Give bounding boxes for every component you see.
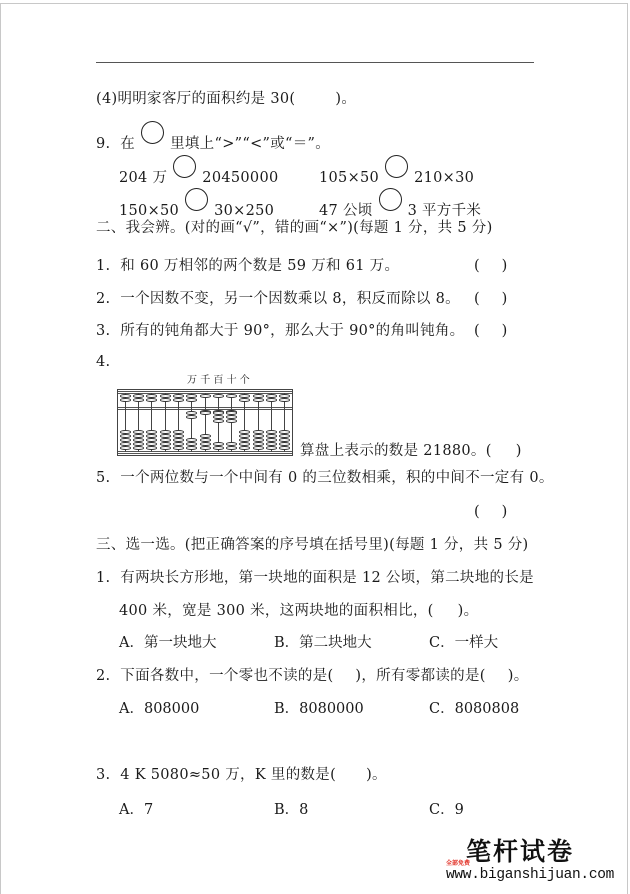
paren-close: ) [501,323,508,339]
pair-left: 150×50 [119,203,180,219]
abacus-bead [253,446,264,450]
tf-item-4-number: 4. [96,354,111,370]
abacus-bead [226,419,237,423]
section3-title: 三、选一选。(把正确答案的序号填在括号里)(每题 1 分，共 5 分) [96,537,529,553]
abacus-bead [213,446,224,450]
paren-close: )。 [457,603,479,619]
header-rule [96,62,534,63]
mc-q2-option-a[interactable]: A．808000 [119,701,200,717]
compare-circle-input[interactable] [385,155,408,178]
tf-answer-5[interactable] [474,502,507,522]
item4-close: )。 [335,91,357,107]
pair-left: 47 公顷 [319,203,373,219]
abacus-bead [133,398,144,402]
q9-number: 9. [96,136,111,152]
abacus-bead [133,446,144,450]
pair-left: 105×50 [319,170,380,186]
abacus-bead [160,398,171,402]
compare-circle-input[interactable] [185,188,208,211]
abacus-bead [186,415,197,419]
item-number: 5. [96,470,111,486]
q9-suffix: 里填上“>”“<”或“＝”。 [170,136,331,152]
item-text: 一个因数不变，另一个因数乘以 8，积反而除以 8。 [120,291,460,307]
brand-url: www.biganshijuan.com [446,867,615,883]
abacus-bead [253,398,264,402]
tf-answer-1[interactable] [474,256,507,276]
paren-close: )。 [507,668,529,684]
abacus-bead [213,419,224,423]
item-text: 算盘上表示的数是 21880。( [300,443,492,459]
tf-item-3 [96,321,464,341]
pair-right: 30×250 [214,203,275,219]
tf-item-4 [300,441,522,461]
tf-item-2 [96,289,460,309]
mc-q3-option-c[interactable]: C．9 [429,802,464,818]
paren-open: ( [474,323,480,339]
paren-close: )。 [366,767,387,783]
item-text: )，所有零都读的是( [355,668,486,684]
abacus-bead [226,394,237,398]
item-text: 和 60 万相邻的两个数是 59 万和 61 万。 [120,258,400,274]
brand-logo: 笔杆试卷 [466,837,575,866]
abacus-bead [186,398,197,402]
item-number: 2. [96,291,111,307]
q9-pair-4 [319,194,481,221]
mc-q1-option-b[interactable]: B．第二块地大 [274,635,372,651]
tf-answer-2[interactable] [474,289,507,309]
item-text: 所有的钝角都大于 90°，那么大于 90°的角叫钝角。 [120,323,465,339]
q9-pair-3 [119,194,274,221]
mc-q2-option-b[interactable]: B．8080000 [274,701,364,717]
mc-q2-option-c[interactable]: C．8080808 [429,701,520,717]
abacus-place-labels: 万千百十个 [187,375,253,386]
q9-prefix: 在 [120,136,136,152]
item-number: 2. [96,668,111,684]
paren-close: ) [501,291,508,307]
mc-q1-line1 [96,568,534,588]
mc-q3 [96,765,387,785]
item-number: 1. [96,258,111,274]
abacus-bead [200,446,211,450]
item-text: 400 米，宽是 300 米，这两块地的面积相比，( [119,603,434,619]
tf-answer-3[interactable] [474,321,507,341]
abacus-bead [266,398,277,402]
mc-q2 [96,666,529,686]
paren-open: ( [474,504,480,520]
abacus-bead [200,394,211,398]
abacus-bead [279,398,290,402]
compare-circle-input[interactable] [379,188,402,211]
brand-tag: 全部免费 [446,860,471,867]
tf-item-1 [96,256,399,276]
abacus-bead [173,446,184,450]
mc-q1-line2 [119,601,478,621]
pair-right: 3 平方千米 [407,203,482,219]
item-text: 有两块长方形地，第一块地的面积是 12 公顷，第二块地的长是 [120,570,534,586]
pair-right: 210×30 [414,170,475,186]
item-number: 3. [96,767,111,783]
abacus-bead [239,446,250,450]
paren-open: ( [474,258,480,274]
q9-pair-2 [319,161,474,188]
abacus-bead [173,398,184,402]
paren-close: ) [501,504,508,520]
abacus-bead [120,446,131,450]
abacus-bead [120,398,131,402]
paren-close: ) [501,258,508,274]
abacus-bead [186,446,197,450]
abacus-bead [146,398,157,402]
item-text: 下面各数中，一个零也不读的是( [120,668,334,684]
item4-text: (4)明明家客厅的面积约是 30( [96,91,296,107]
mc-q1-option-c[interactable]: C．一样大 [429,635,499,651]
abacus-bead [266,446,277,450]
abacus-bead [239,398,250,402]
pair-left: 204 万 [119,170,168,186]
tf-item-5 [96,468,554,488]
compare-circle-input[interactable] [173,155,196,178]
paren-close: ) [515,443,522,459]
mc-q1-option-a[interactable]: A．第一块地大 [119,635,217,651]
item-text: 4 K 5080≈50 万，K 里的数是( [120,767,337,783]
mc-q3-option-a[interactable]: A．7 [119,802,154,818]
abacus-bead [226,446,237,450]
item-number: 1. [96,570,111,586]
section2-title: 二、我会辨。(对的画“√”，错的画“×”)(每题 1 分，共 5 分) [96,220,493,236]
circle-icon [141,121,164,144]
paren-open: ( [474,291,480,307]
abacus-bead [279,446,290,450]
mc-q3-option-b[interactable]: B．8 [274,802,309,818]
prev-question-item4 [96,89,356,109]
item-text: 一个两位数与一个中间有 0 的三位数相乘，积的中间不一定有 0。 [120,470,554,486]
abacus-bead [213,394,224,398]
q9-pair-1 [119,161,279,188]
pair-right: 20450000 [202,170,279,186]
abacus-bead [200,411,211,415]
abacus-bead [160,446,171,450]
q9-instruction [96,127,330,154]
item-number: 3. [96,323,111,339]
abacus-bead [146,446,157,450]
abacus-image [117,389,293,456]
